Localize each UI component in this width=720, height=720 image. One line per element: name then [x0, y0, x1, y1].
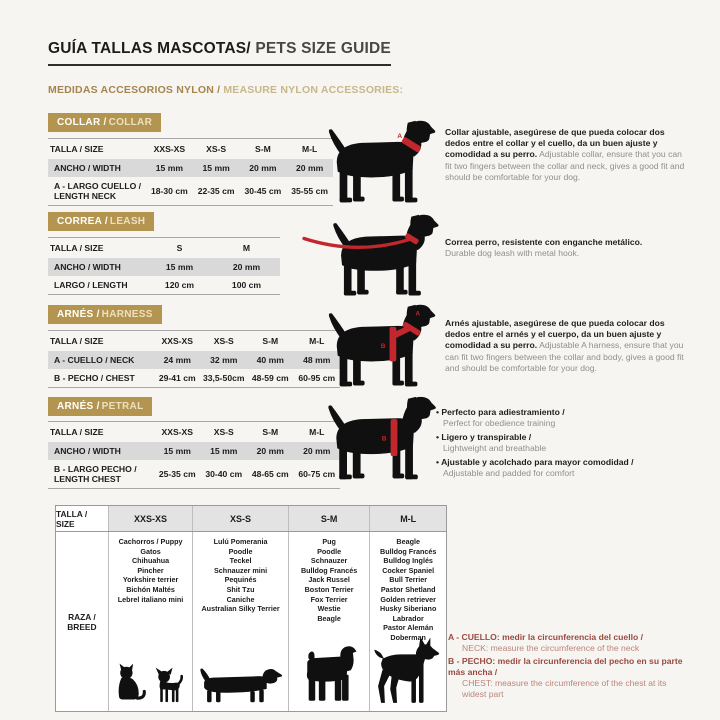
row-label-cell: LARGO / LENGTH — [48, 276, 146, 295]
breed-item: Teckel — [229, 556, 252, 566]
breed-list — [289, 537, 370, 623]
breed-item: Bulldog Inglés — [383, 556, 433, 566]
harness-chest-row — [48, 369, 340, 388]
leash-desc-en: Durable dog leash with metal hook. — [445, 248, 580, 259]
harness-description — [445, 318, 690, 374]
harness-table-header-row — [48, 331, 340, 352]
page-subtitle-es: MEDIDAS ACCESORIOS NYLON / — [48, 84, 224, 96]
value-cell: 18-30 cm — [146, 177, 193, 206]
petral-feature-list — [436, 407, 686, 482]
silhouettes-xs-s — [193, 665, 288, 706]
header-cell: M — [213, 238, 280, 259]
value-cell: 40 mm — [247, 351, 294, 369]
breed-item: Schnauzer — [310, 556, 348, 566]
dachshund-silhouette — [198, 665, 284, 706]
badge-label-es: ARNÉS / — [57, 401, 100, 412]
note-es: B - PECHO: medir la circunferencia del pecho en su parte más ancha / — [448, 656, 683, 677]
breed-item: Yorkshire terrier — [122, 575, 179, 585]
harness-desc-es: Arnés ajustable, asegúrese de que pueda colocar dos dedos entre el arnés y el cuerpo, da un buen ajuste y comodidad a su perro. — [445, 318, 665, 351]
feature-item — [436, 432, 686, 454]
leash-table-header-row — [48, 238, 280, 259]
row-label-cell: ANCHO / WIDTH — [48, 258, 146, 276]
breed-item: Jack Russel — [308, 575, 350, 585]
header-cell: XS-S — [192, 506, 288, 531]
value-cell: 33,5-50cm — [201, 369, 248, 388]
breed-item: Labrador — [392, 613, 424, 623]
leash-length-row — [48, 276, 280, 295]
cat-silhouette — [114, 662, 148, 706]
feature-es: • Perfecto para adiestramiento / — [436, 407, 565, 417]
row-label-cell: A - CUELLO / NECK — [48, 351, 154, 369]
leash-width-row — [48, 258, 280, 276]
breed-size-table — [55, 505, 447, 712]
header-cell: M-L — [294, 331, 341, 352]
harness-section-badge — [48, 305, 162, 324]
header-cell: S-M — [288, 506, 370, 531]
header-cell: XXS-XS — [108, 506, 193, 531]
row-label-cell: ANCHO / WIDTH — [48, 442, 154, 460]
leash-section-badge — [48, 212, 154, 231]
value-cell: 15 mm — [201, 442, 248, 460]
breed-item: Australian Silky Terrier — [201, 604, 280, 614]
value-cell: 120 cm — [146, 276, 213, 295]
breed-item: Poodle — [228, 546, 253, 556]
badge-label-es: COLLAR / — [57, 117, 107, 128]
breed-item: Lebrel italiano mini — [117, 594, 184, 604]
note-en: CHEST: measure the circumference of the chest at its widest part — [462, 678, 667, 699]
silhouettes-m-l — [370, 636, 446, 706]
dog-with-petral-illustration — [320, 392, 438, 489]
breed-item: Golden retriever — [380, 594, 436, 604]
header-cell: XXS-XS — [146, 139, 193, 160]
breed-item: Bulldog Francés — [380, 546, 437, 556]
breed-list — [193, 537, 288, 614]
collar-point-a-label: A — [397, 133, 403, 141]
breed-item: Pastor Shetland — [380, 584, 436, 594]
breed-item: Pug — [322, 537, 336, 546]
header-cell: M-L — [369, 506, 446, 531]
breed-item: Schnauzer mini — [214, 565, 268, 575]
badge-label-en: HARNESS — [101, 309, 153, 320]
feature-en: Perfect for obedience training — [443, 418, 556, 428]
value-cell: 15 mm — [193, 159, 240, 177]
chihuahua-silhouette — [151, 667, 187, 706]
header-cell: TALLA / SIZE — [56, 506, 108, 531]
breed-item: Shit Tzu — [226, 584, 255, 594]
breed-item: Pincher — [137, 565, 164, 575]
value-cell: 100 cm — [213, 276, 280, 295]
feature-en: Lightweight and breathable — [443, 443, 547, 453]
feature-es: • Ajustable y acolchado para mayor comodidad / — [436, 457, 634, 467]
breed-table-header — [56, 506, 446, 532]
harness-point-b-label: B — [380, 343, 386, 350]
page-subtitle — [48, 84, 403, 96]
header-cell: XS-S — [201, 422, 248, 443]
collar-width-row — [48, 159, 333, 177]
breed-item: Poodle — [317, 546, 342, 556]
harness-point-a-label: A — [415, 310, 420, 318]
header-cell: XXS-XS — [154, 331, 201, 352]
breed-column-s-m — [288, 532, 370, 711]
badge-label-en: COLLAR — [108, 117, 153, 128]
breed-item: Pequinés — [224, 575, 257, 585]
value-cell: 48-59 cm — [247, 369, 294, 388]
schnauzer-silhouette — [300, 644, 358, 706]
header-cell: TALLA / SIZE — [48, 139, 146, 160]
breed-list — [109, 537, 193, 604]
red-petral-band — [391, 419, 398, 456]
value-cell: 20 mm — [286, 159, 333, 177]
value-cell: 22-35 cm — [193, 177, 240, 206]
value-cell: 20 mm — [240, 159, 287, 177]
breed-item: Bull Terrier — [389, 575, 428, 585]
breed-item: Pastor Alemán — [383, 623, 434, 633]
petral-width-row — [48, 442, 340, 460]
value-cell: 20 mm — [294, 442, 341, 460]
value-cell: 48-65 cm — [247, 460, 294, 489]
value-cell: 15 mm — [154, 442, 201, 460]
breed-item: Gatos — [140, 546, 161, 556]
collar-size-table — [48, 138, 333, 206]
leash-size-table — [48, 237, 280, 295]
header-cell: TALLA / SIZE — [48, 422, 154, 443]
breed-item: Bichón Maltés — [126, 584, 175, 594]
header-cell: TALLA / SIZE — [48, 238, 146, 259]
breed-item: Husky Siberiano — [380, 604, 437, 614]
badge-label-es: CORREA / — [57, 216, 108, 227]
dog-with-harness-illustration — [320, 300, 438, 396]
breed-table-body — [56, 532, 446, 711]
breed-item: Cocker Spaniel — [382, 565, 435, 575]
feature-item — [436, 407, 686, 429]
value-cell: 25-35 cm — [154, 460, 201, 489]
petral-size-table — [48, 421, 340, 489]
value-cell: 35-55 cm — [286, 177, 333, 206]
row-label-cell: ANCHO / WIDTH — [48, 159, 146, 177]
breed-item: Bulldog Francés — [300, 565, 358, 575]
feature-en: Adjustable and padded for comfort — [443, 468, 575, 478]
collar-section-badge — [48, 113, 161, 132]
value-cell: 24 mm — [154, 351, 201, 369]
page-subtitle-en: MEASURE NYLON ACCESSORIES: — [223, 84, 404, 96]
value-cell: 15 mm — [146, 258, 213, 276]
value-cell: 30-40 cm — [201, 460, 248, 489]
breed-column-xs-s — [192, 532, 288, 711]
header-cell: XXS-XS — [154, 422, 201, 443]
value-cell: 20 mm — [247, 442, 294, 460]
petral-point-b-label: B — [381, 435, 387, 443]
dog-with-leash-illustration — [300, 210, 442, 305]
note-chest — [448, 656, 693, 700]
header-cell: XS-S — [201, 331, 248, 352]
collar-length-row — [48, 177, 333, 206]
page-title — [48, 40, 391, 66]
note-en: NECK: measure the circumference of the neck — [462, 643, 640, 653]
breed-item: Beagle — [396, 537, 420, 546]
value-cell: 15 mm — [146, 159, 193, 177]
header-cell: S-M — [247, 331, 294, 352]
feature-es: • Ligero y transpirable / — [436, 432, 531, 442]
note-es: A - CUELLO: medir la circunferencia del cuello / — [448, 632, 643, 642]
feature-item — [436, 457, 686, 479]
row-label-cell: B - LARGO PECHO / LENGTH CHEST — [48, 460, 154, 489]
value-cell: 30-45 cm — [240, 177, 287, 206]
header-cell: XS-S — [193, 139, 240, 160]
badge-label-es: ARNÉS / — [57, 309, 100, 320]
doberman-silhouette — [372, 636, 444, 706]
dog-with-collar-illustration — [320, 116, 438, 212]
row-label-cell: B - PECHO / CHEST — [48, 369, 154, 388]
collar-desc-en: Adjustable collar, ensure that you can fit two fingers between the collar and neck, gives a good fit and should be comfortable for your dog. — [445, 149, 685, 182]
value-cell: 60-75 cm — [294, 460, 341, 489]
page-title-es: GUÍA TALLAS MASCOTAS/ — [48, 40, 251, 57]
breed-item: Boston Terrier — [304, 584, 354, 594]
value-cell: 48 mm — [294, 351, 341, 369]
collar-table-header-row — [48, 139, 333, 160]
value-cell: 20 mm — [213, 258, 280, 276]
header-cell: S-M — [247, 422, 294, 443]
harness-neck-row — [48, 351, 340, 369]
breed-list — [370, 537, 446, 643]
badge-label-en: PETRAL — [101, 401, 144, 412]
breed-item: Westie — [317, 604, 341, 614]
breed-item: Caniche — [226, 594, 255, 604]
silhouettes-xxs-xs — [109, 662, 193, 706]
silhouettes-s-m — [289, 644, 370, 706]
measurement-notes — [448, 632, 693, 702]
page-title-en: PETS SIZE GUIDE — [250, 40, 391, 57]
note-neck — [448, 632, 693, 654]
harness-desc-en: Adjustable A harness, ensure that you can fit two fingers between the collar and body, gives a good fit and should be comfortable for your dog. — [445, 340, 684, 373]
breed-row-label: RAZA / BREED — [67, 611, 97, 632]
harness-size-table — [48, 330, 340, 388]
collar-description — [445, 127, 688, 183]
petral-section-badge — [48, 397, 152, 416]
breed-column-xxs-xs — [108, 532, 193, 711]
header-cell: M-L — [286, 139, 333, 160]
breed-item: Cachorros / Puppy — [118, 537, 183, 546]
breed-item: Doberman — [390, 632, 426, 642]
value-cell: 60-95 cm — [294, 369, 341, 388]
breed-item: Lulú Pomerania — [213, 537, 268, 546]
breed-item: Beagle — [317, 613, 341, 623]
collar-desc-es: Collar ajustable, asegúrese de que pueda colocar dos dedos entre el collar y el cuello, da un buen ajuste y comodidad a su perro. — [445, 127, 665, 160]
value-cell: 29-41 cm — [154, 369, 201, 388]
header-cell: M-L — [294, 422, 341, 443]
value-cell: 32 mm — [201, 351, 248, 369]
petral-length-row — [48, 460, 340, 489]
badge-label-en: LEASH — [109, 216, 146, 227]
breed-item: Chihuahua — [131, 556, 170, 566]
header-cell: S — [146, 238, 213, 259]
breed-column-m-l — [369, 532, 446, 711]
breed-item: Fox Terrier — [310, 594, 348, 604]
leash-desc-es: Correa perro, resistente con enganche metálico. — [445, 237, 643, 247]
header-cell: TALLA / SIZE — [48, 331, 154, 352]
header-cell: S-M — [240, 139, 287, 160]
leash-description — [445, 237, 688, 259]
row-label-cell: A - LARGO CUELLO / LENGTH NECK — [48, 177, 146, 206]
petral-table-header-row — [48, 422, 340, 443]
